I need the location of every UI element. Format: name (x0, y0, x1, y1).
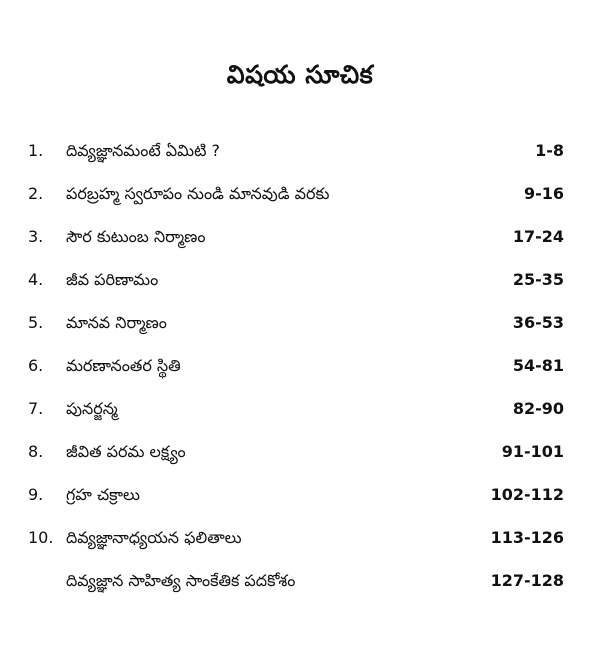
page-range: 91-101 (501, 442, 564, 461)
page-range: 102-112 (490, 485, 564, 504)
toc-row (0, 137, 600, 180)
chapter-number: 8. (28, 442, 44, 461)
toc-row (0, 567, 600, 610)
page-title: విషయ సూచిక (226, 60, 374, 89)
toc-row (0, 395, 600, 438)
chapter-title: మరణానంతర స్థితి (66, 356, 181, 375)
toc-row (0, 524, 600, 567)
chapter-number: 2. (28, 184, 44, 203)
chapter-number: 3. (28, 227, 44, 246)
chapter-number: 6. (28, 356, 44, 375)
toc-row (0, 266, 600, 309)
page-range: 113-126 (490, 528, 564, 547)
chapter-title: మానవ నిర్మాణం (66, 313, 167, 332)
chapter-title: దివ్యజ్ఞాన సాహిత్య సాంకేతిక పదకోశం (66, 571, 296, 590)
chapter-title: పునర్జన్మ (66, 399, 118, 418)
chapter-number: 10. (28, 528, 54, 547)
chapter-number: 1. (28, 141, 44, 160)
page-range: 1-8 (535, 141, 564, 160)
chapter-title: జీవిత పరమ లక్ష్యం (66, 442, 186, 461)
toc-row (0, 223, 600, 266)
page-range: 54-81 (512, 356, 564, 375)
chapter-number: 9. (28, 485, 44, 504)
toc-row (0, 481, 600, 524)
toc-row (0, 180, 600, 223)
page-range: 17-24 (512, 227, 564, 246)
chapter-title: దివ్యజ్ఞానమంటే ఏమిటి ? (66, 141, 221, 160)
chapter-number: 5. (28, 313, 44, 332)
chapter-number: 7. (28, 399, 44, 418)
table-of-contents (0, 137, 600, 610)
toc-row (0, 438, 600, 481)
page-range: 25-35 (512, 270, 564, 289)
toc-row (0, 352, 600, 395)
chapter-title: దివ్యజ్ఞానాధ్యయన ఫలితాలు (66, 528, 242, 547)
toc-row (0, 309, 600, 352)
chapter-title: గ్రహ చక్రాలు (66, 485, 140, 504)
chapter-title: జీవ పరిణామం (66, 270, 159, 289)
page-range: 9-16 (523, 184, 564, 203)
page-range: 36-53 (512, 313, 564, 332)
chapter-title: పరబ్రహ్మ స్వరూపం నుండి మానవుడి వరకు (66, 184, 330, 203)
chapter-number: 4. (28, 270, 44, 289)
page-range: 82-90 (512, 399, 564, 418)
chapter-title: సౌర కుటుంబ నిర్మాణం (66, 227, 206, 246)
page-range: 127-128 (490, 571, 564, 590)
